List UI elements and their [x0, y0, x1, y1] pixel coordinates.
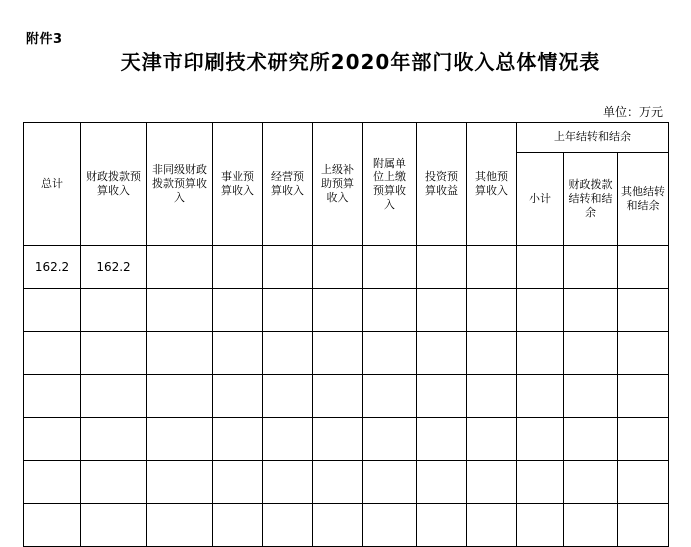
cell-carryover-fiscal: [564, 461, 618, 504]
cell-total: 162.2: [24, 246, 81, 289]
col-header-carryover-subtotal: 小计: [517, 152, 564, 245]
cell-carryover-subtotal: [517, 246, 564, 289]
cell-fiscal-allocation: [81, 504, 147, 547]
cell-non-same-level-fiscal: [147, 375, 213, 418]
page-title: 天津市印刷技术研究所2020年部门收入总体情况表: [120, 50, 601, 74]
cell-superior-subsidy: [313, 461, 363, 504]
col-header-carryover-fiscal: 财政拨款结转和结余: [564, 152, 618, 245]
cell-other-budget: [467, 332, 517, 375]
cell-carryover-fiscal: [564, 289, 618, 332]
cell-other-budget: [467, 504, 517, 547]
cell-carryover-subtotal: [517, 375, 564, 418]
cell-subordinate-remit: [363, 289, 417, 332]
table-row: [24, 418, 669, 461]
col-header-fiscal-allocation: 财政拨款预算收入: [81, 123, 147, 246]
cell-total: [24, 504, 81, 547]
table-row: [24, 332, 669, 375]
cell-carryover-subtotal: [517, 504, 564, 547]
cell-carryover-subtotal: [517, 418, 564, 461]
col-header-carryover-other: 其他结转和结余: [618, 152, 669, 245]
cell-superior-subsidy: [313, 289, 363, 332]
cell-operating-budget: [263, 375, 313, 418]
col-header-investment-income: 投资预算收益: [417, 123, 467, 246]
cell-superior-subsidy: [313, 375, 363, 418]
cell-superior-subsidy: [313, 504, 363, 547]
cell-carryover-fiscal: [564, 504, 618, 547]
cell-operating-budget: [263, 504, 313, 547]
income-table-container: [23, 122, 668, 547]
income-table: [23, 122, 669, 547]
cell-total: [24, 332, 81, 375]
cell-subordinate-remit: [363, 246, 417, 289]
cell-carryover-fiscal: [564, 418, 618, 461]
cell-superior-subsidy: [313, 418, 363, 461]
cell-total: [24, 375, 81, 418]
cell-carryover-other: [618, 504, 669, 547]
table-row: [24, 246, 669, 289]
cell-fiscal-allocation: [81, 332, 147, 375]
cell-other-budget: [467, 418, 517, 461]
cell-superior-subsidy: [313, 246, 363, 289]
cell-investment-income: [417, 289, 467, 332]
cell-other-budget: [467, 461, 517, 504]
cell-business-budget: [213, 246, 263, 289]
cell-carryover-other: [618, 461, 669, 504]
cell-total: [24, 461, 81, 504]
cell-carryover-subtotal: [517, 461, 564, 504]
col-header-other-budget: 其他预算收入: [467, 123, 517, 246]
cell-non-same-level-fiscal: [147, 418, 213, 461]
cell-investment-income: [417, 418, 467, 461]
table-body: [24, 246, 669, 547]
cell-business-budget: [213, 332, 263, 375]
cell-investment-income: [417, 246, 467, 289]
cell-carryover-other: [618, 332, 669, 375]
cell-fiscal-allocation: [81, 375, 147, 418]
cell-non-same-level-fiscal: [147, 461, 213, 504]
cell-business-budget: [213, 289, 263, 332]
cell-operating-budget: [263, 461, 313, 504]
cell-fiscal-allocation: [81, 461, 147, 504]
cell-total: [24, 418, 81, 461]
cell-superior-subsidy: [313, 332, 363, 375]
col-header-operating-budget: 经营预算收入: [263, 123, 313, 246]
attachment-label: 附件3: [26, 32, 63, 47]
cell-fiscal-allocation: [81, 289, 147, 332]
cell-subordinate-remit: [363, 375, 417, 418]
cell-other-budget: [467, 246, 517, 289]
cell-carryover-fiscal: [564, 375, 618, 418]
col-header-non-same-level-fiscal: 非同级财政拨款预算收入: [147, 123, 213, 246]
cell-carryover-other: [618, 246, 669, 289]
cell-total: [24, 289, 81, 332]
cell-carryover-fiscal: [564, 246, 618, 289]
cell-investment-income: [417, 375, 467, 418]
header-row-1: [24, 123, 669, 153]
col-header-total: 总计: [24, 123, 81, 246]
table-row: [24, 504, 669, 547]
cell-investment-income: [417, 504, 467, 547]
cell-carryover-subtotal: [517, 332, 564, 375]
cell-fiscal-allocation: [81, 418, 147, 461]
table-row: [24, 289, 669, 332]
cell-carryover-other: [618, 375, 669, 418]
cell-investment-income: [417, 332, 467, 375]
cell-non-same-level-fiscal: [147, 504, 213, 547]
cell-carryover-other: [618, 418, 669, 461]
cell-non-same-level-fiscal: [147, 246, 213, 289]
cell-operating-budget: [263, 332, 313, 375]
unit-note: 单位：万元: [602, 105, 663, 119]
table-row: [24, 461, 669, 504]
cell-subordinate-remit: [363, 461, 417, 504]
cell-non-same-level-fiscal: [147, 289, 213, 332]
col-header-carryover-group: 上年结转和结余: [517, 123, 669, 153]
cell-subordinate-remit: [363, 418, 417, 461]
cell-carryover-fiscal: [564, 332, 618, 375]
col-header-superior-subsidy: 上级补助预算收入: [313, 123, 363, 246]
col-header-business-budget: 事业预算收入: [213, 123, 263, 246]
cell-investment-income: [417, 461, 467, 504]
cell-subordinate-remit: [363, 504, 417, 547]
cell-operating-budget: [263, 289, 313, 332]
cell-operating-budget: [263, 418, 313, 461]
cell-other-budget: [467, 375, 517, 418]
cell-fiscal-allocation: 162.2: [81, 246, 147, 289]
cell-other-budget: [467, 289, 517, 332]
table-header: [24, 123, 669, 246]
cell-business-budget: [213, 461, 263, 504]
cell-business-budget: [213, 504, 263, 547]
col-header-subordinate-remit: 附属单位上缴预算收入: [363, 123, 417, 246]
cell-business-budget: [213, 418, 263, 461]
cell-operating-budget: [263, 246, 313, 289]
cell-carryover-subtotal: [517, 289, 564, 332]
table-row: [24, 375, 669, 418]
cell-non-same-level-fiscal: [147, 332, 213, 375]
cell-business-budget: [213, 375, 263, 418]
cell-carryover-other: [618, 289, 669, 332]
cell-subordinate-remit: [363, 332, 417, 375]
